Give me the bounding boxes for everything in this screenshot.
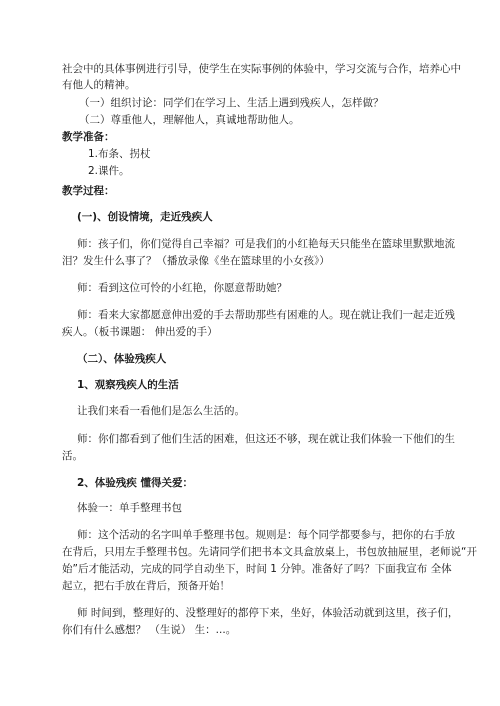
goal-line-2: （二）尊重他人，理解他人，真诚地帮助他人。 [79, 114, 300, 126]
intro-line-2: 有他人的精神。 [62, 79, 136, 91]
paragraph-1-line-1: 师：孩子们，你们觉得自己幸福？可是我们的小红艳每天只能坐在篮球里默默地流 [77, 238, 455, 250]
prep-item-1: 1.布条、拐杖 [88, 148, 151, 160]
paragraph-2: 师：看到这位可怜的小红艳，你愿意帮助她？ [77, 282, 287, 294]
prep-heading: 教学准备： [62, 131, 115, 143]
process-heading: 教学过程： [62, 185, 115, 197]
experience-1-title: 体验一：单手整理书包 [77, 502, 182, 514]
paragraph-7-line-1: 师 时间到，整理好的、没整理好的都停下来，坐好，体验活动就到这里，孩子们， [77, 607, 459, 619]
subsection-2-heading: 2、体验残疾 懂得关爱： [77, 477, 193, 489]
paragraph-5-line-1: 师：你们都看到了他们生活的困难，但这还不够，现在就让我们体验一下他们的生 [77, 433, 455, 445]
intro-line-1: 社会中的具体事例进行引导，使学生在实际事例的体验中，学习交流与合作，培养心中 [62, 63, 461, 75]
paragraph-4: 让我们来看一看他们是怎么生活的。 [77, 405, 245, 417]
paragraph-1-line-2: 泪？发生什么事了？（播放录像《坐在篮球里的小女孩》） [62, 255, 330, 267]
section-2-heading: （二）、体验残疾人 [77, 353, 167, 365]
paragraph-7-line-2: 你们有什么感想？ （生说） 生：...。 [62, 624, 237, 636]
paragraph-3-line-2: 疾人。（板书课题： 伸出爱的手） [62, 326, 218, 338]
goal-line-1: （一）组织讨论：同学们在学习上、生活上遇到残疾人，怎样做？ [79, 97, 384, 109]
subsection-1-heading: 1、观察残疾人的生活 [77, 379, 179, 391]
prep-item-2: 2.课件。 [88, 165, 130, 177]
paragraph-3-line-1: 师：看来大家都愿意伸出爱的手去帮助那些有困难的人。现在就让我们一起走近残 [77, 309, 455, 321]
paragraph-6-line-4: 起立，把右手放在背后，预备开始！ [62, 580, 230, 592]
paragraph-5-line-2: 活。 [62, 450, 83, 462]
paragraph-6-line-2: 在背后，只用左手整理书包。先请同学们把书本文具盒放桌上，书包放抽屉里，老师说“开 [62, 546, 477, 558]
paragraph-6-line-3: 始”后才能活动，完成的同学自动坐下，时间 1 分钟。准备好了吗？下面我宣布 全体 [62, 563, 452, 575]
paragraph-6-line-1: 师：这个活动的名字叫单手整理书包。规则是：每个同学都要参与，把你的右手放 [77, 529, 455, 541]
section-1-heading: (一)、创设情境，走近残疾人 [77, 211, 213, 223]
